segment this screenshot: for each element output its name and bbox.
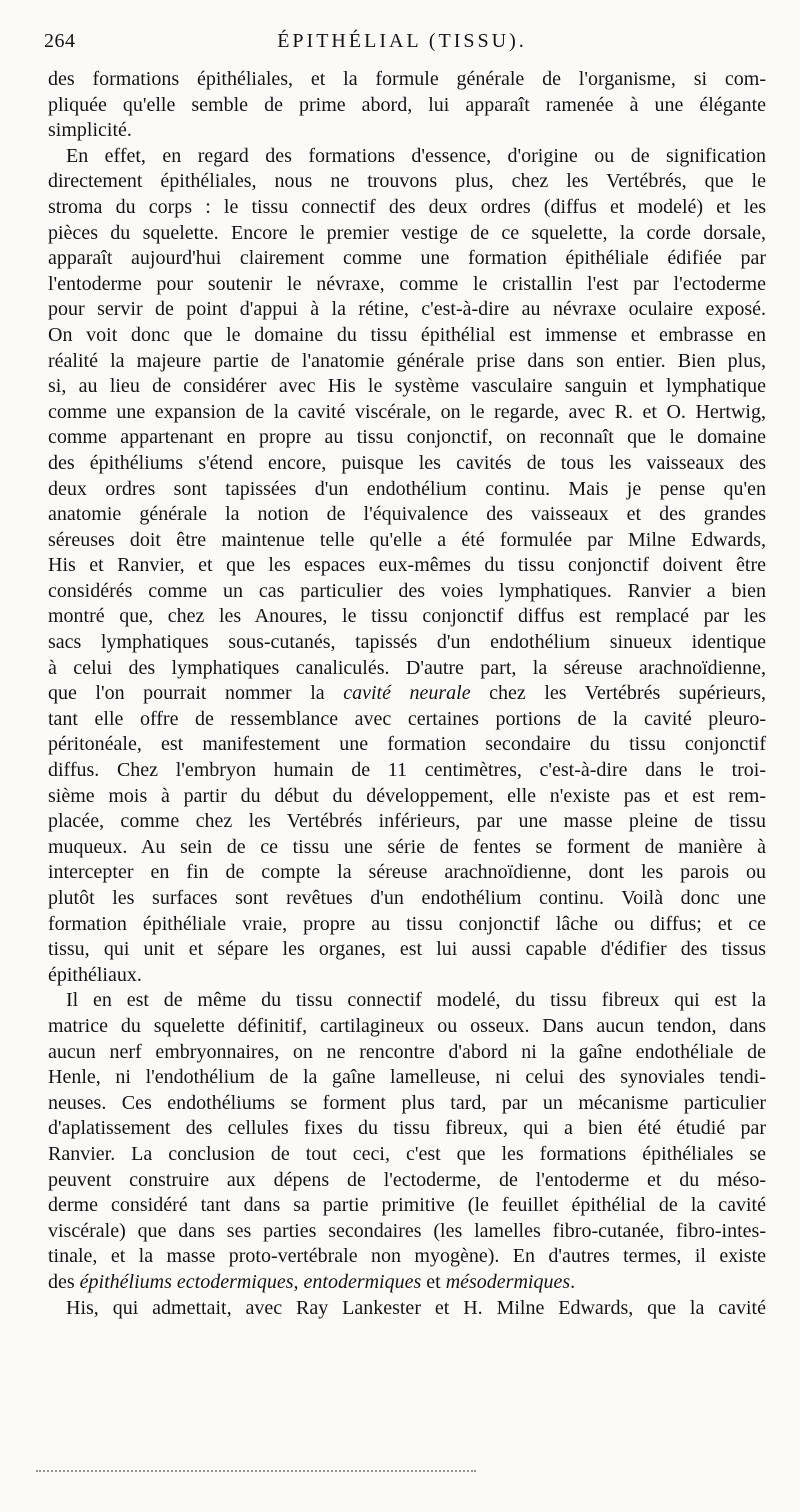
text-line: stroma du corps : le tissu connectif des deux ordres (diffus et modelé) et les bbox=[48, 195, 766, 218]
text-line: tissu, qui unit et sépare les organes, est lui aussi capable d'édifier des tissus bbox=[48, 938, 766, 961]
text-line: des épithéliums ectodermiques, entodermiques et mésodermiques. bbox=[48, 1270, 576, 1293]
footer-dotted-rule bbox=[36, 1470, 476, 1472]
page-number: 264 bbox=[44, 30, 76, 52]
text-line: aucun nerf embryonnaires, on ne rencontre d'abord ni la gaîne endothéliale de bbox=[48, 1040, 766, 1063]
text-line: l'entoderme pour soutenir le névraxe, comme le cristallin l'est par l'ectoderme bbox=[48, 272, 766, 295]
text-line: muqueux. Au sein de ce tissu une série de fentes se forment de manière à bbox=[48, 835, 766, 858]
text-line: pour servir de point d'appui à la rétine, c'est-à-dire au névraxe oculaire exposé. bbox=[48, 298, 766, 321]
running-head bbox=[44, 30, 760, 58]
text-line: formation épithéliale vraie, propre au tissu conjonctif lâche ou diffus; et ce bbox=[48, 912, 766, 935]
text-line: neuses. Ces endothéliums se forment plus tard, par un mécanisme particulier bbox=[48, 1091, 766, 1114]
text-line: En effet, en regard des formations d'essence, d'origine ou de signification bbox=[66, 144, 766, 167]
text-line: réalité la majeure partie de l'anatomie générale prise dans son entier. Bien plus, bbox=[48, 349, 766, 372]
text-line: directement épithéliales, nous ne trouvons plus, chez les Vertébrés, que le bbox=[48, 170, 766, 193]
text-line: sacs lymphatiques sous-cutanés, tapissés d'un endothélium sinueux identique bbox=[48, 631, 766, 654]
text-line: His, qui admettait, avec Ray Lankester et H. Milne Edwards, que la cavité bbox=[66, 1296, 766, 1319]
text-line: derme considéré tant dans sa partie primitive (le feuillet épithélial de la cavité bbox=[48, 1194, 766, 1217]
italic-term: cavité neurale bbox=[343, 682, 471, 705]
text-line: à celui des lymphatiques canaliculés. D'autre part, la séreuse arachnoïdienne, bbox=[48, 656, 766, 679]
text-line: deux ordres sont tapissées d'un endothélium continu. Mais je pense qu'en bbox=[48, 477, 766, 500]
text-line: simplicité. bbox=[48, 119, 132, 142]
text-line: tinale, et la masse proto-vertébrale non myogène). En d'autres termes, il existe bbox=[48, 1245, 766, 1268]
text-line: sième mois à partir du début du développement, elle n'existe pas et est rem- bbox=[48, 784, 766, 807]
text-line: péritonéale, est manifestement une formation secondaire du tissu conjonctif bbox=[48, 733, 766, 756]
text-line: des formations épithéliales, et la formule générale de l'organisme, si com- bbox=[48, 68, 766, 90]
text-line: pliquée qu'elle semble de prime abord, lui apparaît ramenée à une élégante bbox=[48, 93, 766, 116]
text-line: apparaît aujourd'hui clairement comme une formation épithéliale édifiée par bbox=[48, 247, 766, 270]
body-text bbox=[48, 67, 767, 1321]
text-line: Il en est de même du tissu connectif modelé, du tissu fibreux qui est la bbox=[66, 989, 766, 1012]
text-line: que l'on pourrait nommer la cavité neurale chez les Vertébrés supérieurs, bbox=[48, 682, 767, 705]
text-line: Henle, ni l'endothélium de la gaîne lamelleuse, ni celui des synoviales tendi- bbox=[48, 1066, 766, 1089]
text-line: des épithéliums s'étend encore, puisque les cavités de tous les vaisseaux des bbox=[48, 451, 766, 474]
text-line: plutôt les surfaces sont revêtues d'un endothélium continu. Voilà donc une bbox=[48, 887, 766, 909]
text-line: His et Ranvier, et que les espaces eux-mêmes du tissu conjonctif doivent être bbox=[48, 554, 766, 577]
text-line: viscérale) que dans ses parties secondaires (les lamelles fibro-cutanée, fibro-intes- bbox=[48, 1219, 766, 1242]
italic-term: mésodermiques bbox=[445, 1270, 571, 1293]
text-line: placée, comme chez les Vertébrés inférieurs, par une masse pleine de tissu bbox=[48, 810, 766, 833]
running-title: ÉPITHÉLIAL (TISSU). bbox=[277, 30, 527, 52]
text-line: séreuses doit être maintenue telle qu'elle a été formulée par Milne Edwards, bbox=[48, 528, 766, 551]
text-line: épithéliaux. bbox=[48, 963, 142, 986]
text-line: anatomie générale la notion de l'équivalence des vaisseaux et des grandes bbox=[48, 503, 766, 526]
text-line: comme appartenant en propre au tissu conjonctif, on reconnaît que le domaine bbox=[48, 426, 766, 449]
text-line: matrice du squelette définitif, cartilagineux ou osseux. Dans aucun tendon, dans bbox=[48, 1014, 766, 1037]
text-line: comme une expansion de la cavité viscérale, on le regarde, avec R. et O. Hertwig, bbox=[48, 400, 766, 423]
text-line: peuvent construire aux dépens de l'ectoderme, de l'entoderme et du méso- bbox=[48, 1168, 766, 1191]
text-line: tant elle offre de ressemblance avec certaines portions de la cavité pleuro- bbox=[48, 707, 766, 730]
text-line: d'aplatissement des cellules fixes du tissu fibreux, qui a bien été étudié par bbox=[48, 1117, 766, 1140]
text-line: On voit donc que le domaine du tissu épithélial est immense et embrasse en bbox=[48, 323, 766, 346]
text-line: diffus. Chez l'embryon humain de 11 centimètres, c'est-à-dire dans le troi- bbox=[48, 759, 766, 782]
italic-term: épithéliums ectodermiques, entodermiques bbox=[79, 1270, 422, 1293]
text-line: Ranvier. La conclusion de tout ceci, c'est que les formations épithéliales se bbox=[48, 1142, 766, 1165]
text-line: intercepter en fin de compte la séreuse arachnoïdienne, dont les parois ou bbox=[48, 861, 766, 884]
text-line: si, au lieu de considérer avec His le système vasculaire sanguin et lymphatique bbox=[48, 375, 766, 398]
text-line: pièces du squelette. Encore le premier vestige de ce squelette, la corde dorsale, bbox=[48, 221, 766, 244]
text-line: montré que, chez les Anoures, le tissu conjonctif diffus est remplacé par les bbox=[48, 605, 766, 628]
text-line: considérés comme un cas particulier des voies lymphatiques. Ranvier a bien bbox=[48, 579, 766, 602]
